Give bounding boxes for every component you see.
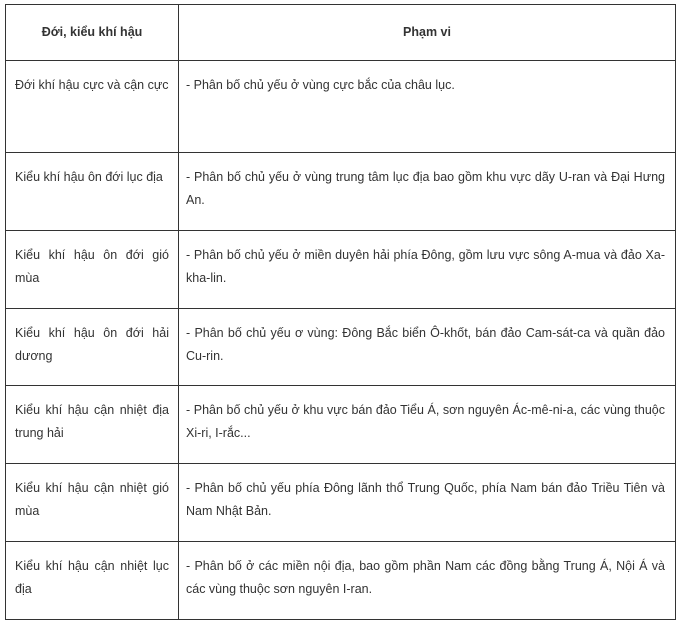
- range-text: - Phân bố ở các miền nội địa, bao gồm phần Nam các đồng bằng Trung Á, Nội Á và các vùng thuộc sơn nguyên I-ran.: [186, 559, 665, 596]
- range-cell: [179, 153, 676, 231]
- climate-type-cell: [6, 61, 179, 153]
- climate-type-text: Kiểu khí hậu ôn đới lục địa: [15, 170, 163, 184]
- header-row: [6, 5, 676, 61]
- header-range: [179, 5, 676, 61]
- range-text: - Phân bố chủ yếu ở miền duyên hải phía Đông, gồm lưu vực sông A-mua và đảo Xa-kha-lin.: [186, 248, 665, 285]
- range-text: - Phân bố chủ yếu ở khu vực bán đảo Tiểu Á, sơn nguyên Ác-mê-ni-a, các vùng thuộc Xi-ri, I-rắc...: [186, 403, 665, 440]
- range-text: - Phân bố chủ yếu ở vùng cực bắc của châu lục.: [186, 78, 455, 92]
- climate-type-cell: [6, 309, 179, 386]
- range-cell: [179, 61, 676, 153]
- climate-type-cell: [6, 153, 179, 231]
- table-row: [6, 542, 676, 620]
- climate-type-cell: [6, 231, 179, 309]
- table-row: [6, 386, 676, 464]
- header-climate-type: [6, 5, 179, 61]
- climate-type-text: Kiểu khí hậu cận nhiệt lục địa: [15, 559, 169, 596]
- climate-type-text: Kiểu khí hậu cận nhiệt gió mùa: [15, 481, 169, 518]
- climate-type-text: Kiểu khí hậu ôn đới gió mùa: [15, 248, 169, 285]
- climate-type-cell: [6, 464, 179, 542]
- header-range-label: Phạm vi: [403, 25, 451, 39]
- climate-type-text: Kiểu khí hậu cận nhiệt địa trung hải: [15, 403, 169, 440]
- table-row: [6, 61, 676, 153]
- range-cell: [179, 464, 676, 542]
- climate-table: [5, 4, 676, 620]
- climate-type-text: Kiểu khí hậu ôn đới hải dương: [15, 326, 169, 363]
- range-cell: [179, 231, 676, 309]
- climate-type-cell: [6, 542, 179, 620]
- range-text: - Phân bố chủ yếu phía Đông lãnh thổ Trung Quốc, phía Nam bán đảo Triều Tiên và Nam Nhật Bản.: [186, 481, 665, 518]
- climate-type-text: Đới khí hậu cực và cận cực: [15, 78, 169, 92]
- table-row: [6, 309, 676, 386]
- table-row: [6, 231, 676, 309]
- range-cell: [179, 542, 676, 620]
- range-cell: [179, 386, 676, 464]
- header-climate-type-label: Đới, kiểu khí hậu: [41, 25, 143, 39]
- climate-type-cell: [6, 386, 179, 464]
- range-text: - Phân bố chủ yếu ở vùng trung tâm lục địa bao gồm khu vực dãy U-ran và Đại Hưng An.: [186, 170, 665, 207]
- range-cell: [179, 309, 676, 386]
- table-row: [6, 153, 676, 231]
- range-text: - Phân bố chủ yếu ơ vùng: Đông Bắc biển Ô-khốt, bán đảo Cam-sát-ca và quần đảo Cu-rin.: [186, 326, 665, 363]
- table-row: [6, 464, 676, 542]
